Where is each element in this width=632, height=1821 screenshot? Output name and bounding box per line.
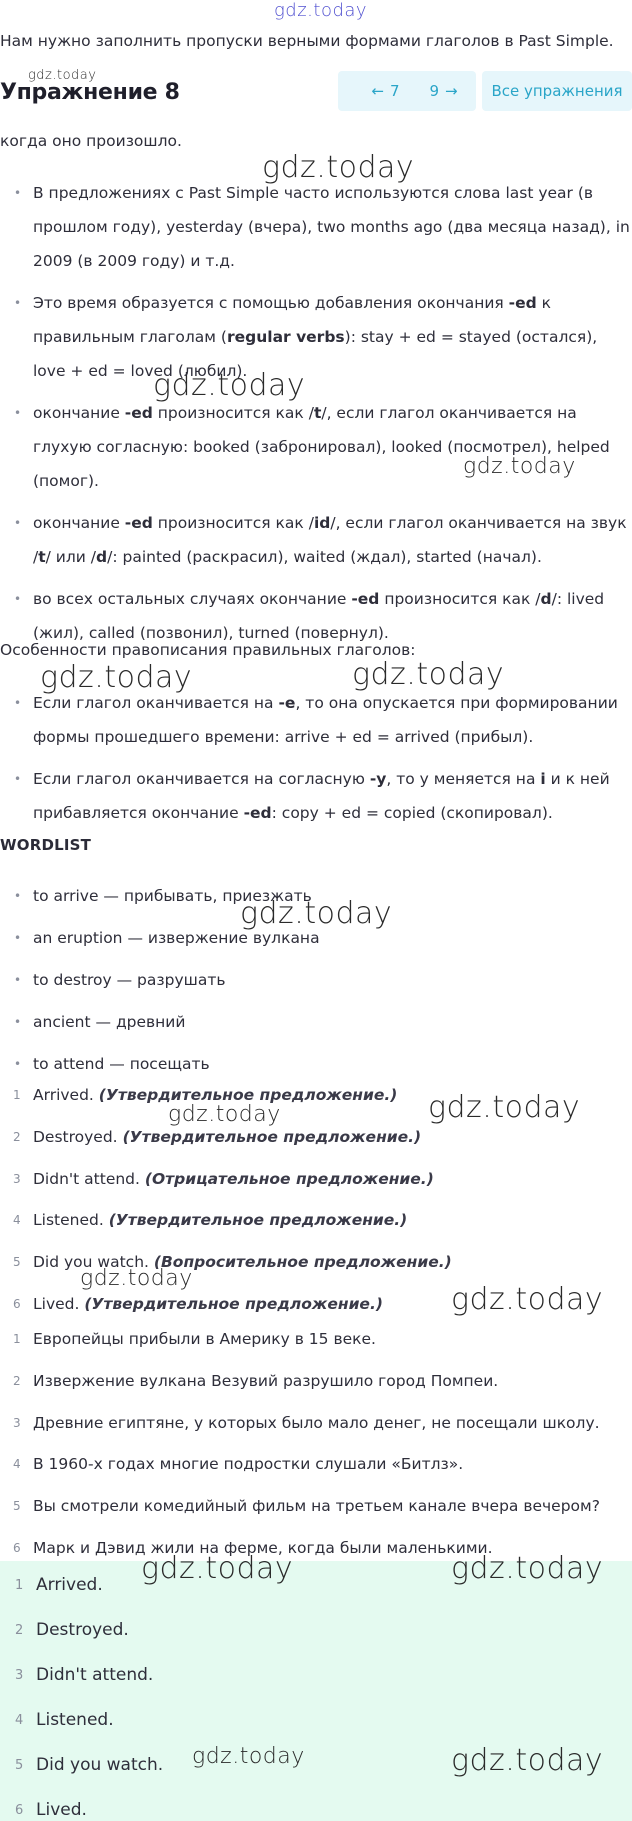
watermark: gdz.today bbox=[262, 150, 415, 185]
list-item: 4 В 1960-х годах многие подростки слушали «Битлз». bbox=[13, 1455, 464, 1474]
watermark: gdz.today bbox=[451, 1551, 604, 1586]
list-item: 3 Древние египтяне, у которых было мало денег, не посещали школу. bbox=[13, 1413, 600, 1432]
list-item: 5 Вы смотрели комедийный фильм на третьем канале вчера вечером? bbox=[13, 1497, 600, 1516]
list-item: 2 Destroyed. (Утвердительное предложение.) bbox=[13, 1127, 422, 1146]
list-item: • to arrive — прибывать, приезжать bbox=[0, 879, 320, 921]
watermark: gdz.today bbox=[28, 68, 97, 83]
list-item: 1 Европейцы прибыли в Америку в 15 веке. bbox=[13, 1330, 376, 1348]
list-item: • Если глагол оканчивается на -e, то она опускается при формировании формы прошедшего времени: arrive + ed = arrived (прибыл). bbox=[0, 686, 632, 754]
list-item: • an eruption — извержение вулкана bbox=[0, 921, 320, 963]
wordlist-title: WORDLIST bbox=[0, 836, 92, 854]
list-item: • Это время образуется с помощью добавления окончания -ed к правильным глаголам (regular verbs): stay + ed = stayed (остался), love + ed = loved (любил). bbox=[0, 286, 632, 388]
text-fragment: когда оно произошло. bbox=[0, 132, 182, 150]
page-title: Упражнение 8 bbox=[0, 80, 180, 105]
list-item: • окончание -ed произносится как /id/, если глагол оканчивается на звук /t/ или /d/: painted (раскрасил), waited (ждал), started (начал). bbox=[0, 506, 632, 574]
list-item: 5 Did you watch. (Вопросительное предложение.) bbox=[13, 1253, 452, 1272]
list-item: 6 Lived. bbox=[15, 1800, 87, 1820]
intro-text: Нам нужно заполнить пропуски верными формами глаголов в Past Simple. bbox=[0, 32, 614, 50]
list-item: • окончание -ed произносится как /t/, если глагол оканчивается на глухую согласную: booked (забронировал), looked (посмотрел), helped (помог). bbox=[0, 396, 632, 498]
list-item: 2 Destroyed. bbox=[15, 1620, 129, 1640]
list-item: 2 Извержение вулкана Везувий разрушило город Помпеи. bbox=[13, 1371, 499, 1390]
exercise-header bbox=[0, 66, 632, 114]
watermark: gdz.today bbox=[451, 1743, 604, 1778]
watermark: gdz.today bbox=[463, 454, 576, 479]
grammar-rules-list bbox=[0, 176, 632, 658]
spelling-rules-list bbox=[0, 686, 632, 838]
list-item: 5 Did you watch. bbox=[15, 1755, 164, 1775]
watermark: gdz.today bbox=[240, 896, 393, 931]
spelling-section-title: Особенности правописания правильных глаголов: bbox=[0, 641, 416, 659]
next-exercise-button[interactable] bbox=[411, 71, 476, 111]
list-item: • В предложениях с Past Simple часто используются слова last year (в прошлом году), yesterday (вчера), two months ago (два месяца назад), in 2009 (в 2009 году) и т.д. bbox=[0, 176, 632, 278]
all-exercises-button[interactable]: Все упражнения bbox=[482, 71, 632, 111]
arrow-left-icon: ← bbox=[371, 82, 385, 100]
prev-exercise-label: 7 bbox=[390, 82, 400, 100]
watermark: gdz.today bbox=[451, 1282, 604, 1317]
final-answers-list bbox=[0, 1571, 163, 1821]
watermark: gdz.today bbox=[141, 1551, 294, 1586]
list-item: • to attend — посещать bbox=[0, 1047, 320, 1089]
list-item: 3 Didn't attend. (Отрицательное предложение.) bbox=[13, 1169, 434, 1188]
watermark: gdz.today bbox=[352, 657, 505, 692]
list-item: 3 Didn't attend. bbox=[15, 1665, 154, 1685]
watermark: gdz.today bbox=[40, 660, 193, 695]
list-item: • to destroy — разрушать bbox=[0, 963, 320, 1005]
watermark: gdz.today bbox=[80, 1266, 193, 1291]
list-item: 4 Listened. bbox=[15, 1710, 114, 1730]
list-item: 1 Arrived. bbox=[15, 1575, 103, 1595]
watermark: gdz.today bbox=[168, 1102, 281, 1127]
arrow-right-icon: → bbox=[444, 82, 458, 100]
watermark: gdz.today bbox=[428, 1090, 581, 1125]
list-item: 6 Lived. (Утвердительное предложение.) bbox=[13, 1294, 383, 1313]
list-item: • во всех остальных случаях окончание -ed произносится как /d/: lived (жил), called (позвонил), turned (повернул). bbox=[0, 582, 632, 650]
list-item: 6 Марк и Дэвид жили на ферме, когда были маленькими. bbox=[13, 1538, 493, 1557]
watermark: gdz.today bbox=[274, 0, 368, 21]
list-item: • ancient — древний bbox=[0, 1005, 320, 1047]
watermark: gdz.today bbox=[153, 368, 306, 403]
translations-list bbox=[0, 1326, 600, 1577]
wordlist bbox=[0, 879, 320, 1089]
watermark: gdz.today bbox=[192, 1744, 305, 1769]
next-exercise-label: 9 bbox=[429, 82, 439, 100]
list-item: 4 Listened. (Утвердительное предложение.) bbox=[13, 1211, 408, 1230]
list-item: 1 Arrived. (Утвердительное предложение.) bbox=[13, 1086, 398, 1104]
list-item: • Если глагол оканчивается на согласную -y, то у меняется на i и к ней прибавляется окончание -ed: copy + ed = copied (скопировал). bbox=[0, 762, 632, 830]
answers-list bbox=[0, 1082, 452, 1333]
